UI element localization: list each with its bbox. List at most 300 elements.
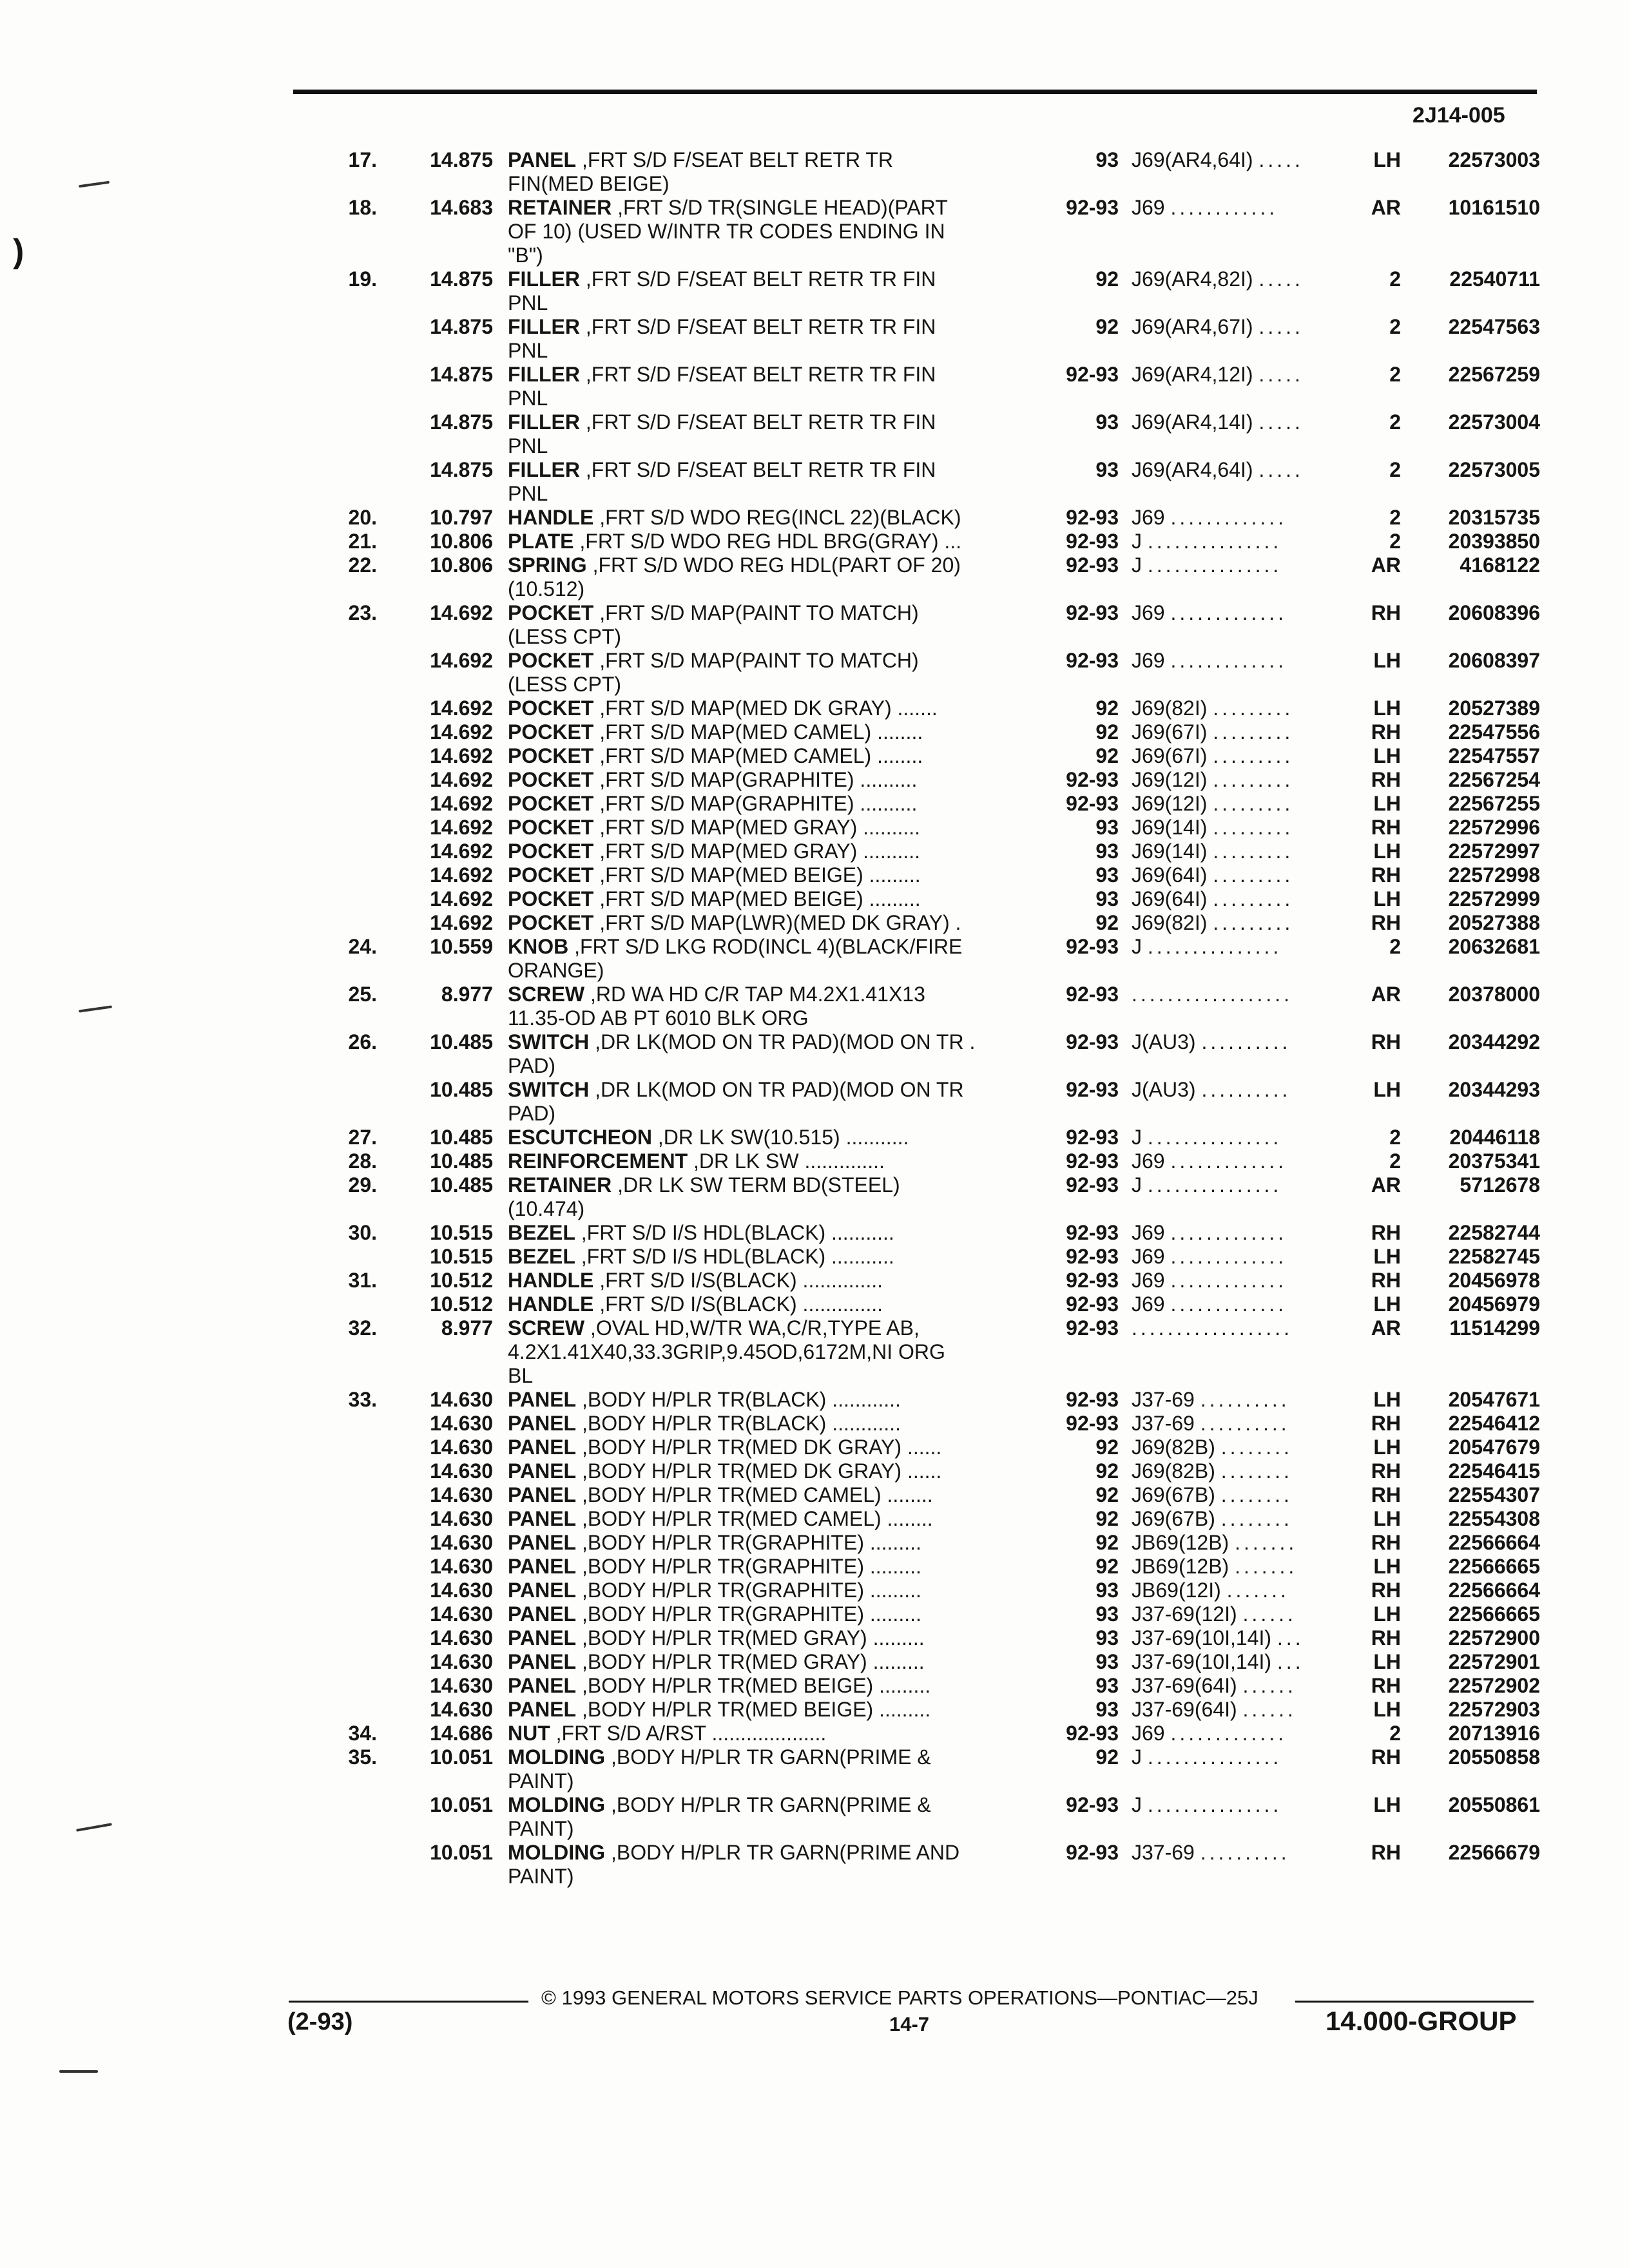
part-name: ESCUTCHEON — [508, 1126, 653, 1149]
model-years: 92-93 — [1066, 553, 1119, 577]
group-number: 10.485 — [430, 1173, 493, 1196]
part-detail-line2: PNL — [508, 291, 548, 314]
part-number: 22566665 — [1448, 1555, 1540, 1578]
quantity: RH — [1371, 768, 1401, 791]
group-number: 10.512 — [430, 1293, 493, 1316]
quantity: LH — [1373, 148, 1401, 171]
model-codes — [1132, 935, 1354, 959]
part-number: 22540711 — [1449, 267, 1540, 291]
item-number: 23. — [348, 601, 377, 624]
part-description — [508, 1722, 1036, 1745]
model-code-text: J37-69(10I,14I) — [1132, 1626, 1272, 1649]
part-description — [508, 506, 1036, 530]
part-detail-line2: (10.474) — [508, 1197, 585, 1220]
model-code-text: J37-69 — [1132, 1412, 1195, 1435]
quantity: LH — [1373, 1078, 1401, 1101]
leader-dots: ............. — [1170, 1293, 1287, 1316]
quantity: 2 — [1389, 506, 1401, 529]
part-description — [508, 315, 1036, 363]
item-number: 20. — [348, 506, 377, 529]
model-code-text: J69(64I) — [1132, 887, 1208, 910]
model-codes — [1132, 1507, 1354, 1531]
model-years: 92-93 — [1066, 601, 1119, 624]
part-row — [0, 1436, 1629, 1459]
part-row — [0, 1626, 1629, 1650]
part-name: PANEL — [508, 148, 577, 171]
quantity: RH — [1371, 1841, 1401, 1864]
item-number: 34. — [348, 1722, 377, 1745]
part-description — [508, 1531, 1036, 1555]
part-description — [508, 530, 1036, 553]
item-number: 22. — [348, 553, 377, 577]
part-description — [508, 1149, 1036, 1173]
part-row — [0, 458, 1629, 506]
group-number: 14.692 — [430, 744, 493, 767]
model-code-text: J(AU3) — [1132, 1078, 1196, 1101]
part-name: POCKET — [508, 887, 594, 910]
model-codes — [1132, 363, 1354, 387]
part-detail: ,FRT S/D F/SEAT BELT RETR TR FIN — [579, 458, 936, 481]
group-number: 14.630 — [430, 1483, 493, 1506]
model-years: 93 — [1095, 887, 1119, 910]
leader-dots: .......... — [1200, 1412, 1290, 1435]
part-detail-line2: FIN(MED BEIGE) — [508, 172, 670, 195]
part-number: 20456978 — [1448, 1269, 1540, 1292]
group-number: 14.630 — [430, 1388, 493, 1411]
part-detail-line2: ORANGE) — [508, 959, 604, 982]
model-codes — [1132, 1841, 1354, 1865]
part-detail: ,BODY H/PLR TR(GRAPHITE) ......... — [576, 1531, 921, 1554]
model-codes — [1132, 744, 1354, 768]
model-codes — [1132, 1316, 1354, 1340]
part-description — [508, 410, 1036, 458]
part-number: 22572901 — [1448, 1650, 1540, 1673]
model-years: 93 — [1095, 840, 1119, 863]
quantity: RH — [1371, 863, 1401, 887]
part-name: PANEL — [508, 1674, 577, 1697]
group-number: 14.630 — [430, 1555, 493, 1578]
leader-dots: ...... — [1242, 1602, 1296, 1626]
part-number: 22572902 — [1448, 1674, 1540, 1697]
leader-dots: ............. — [1170, 601, 1287, 624]
part-detail: ,FRT S/D MAP(GRAPHITE) .......... — [593, 792, 918, 815]
part-detail: ,BODY H/PLR TR(MED BEIGE) ......... — [576, 1674, 931, 1697]
model-code-text: J69 — [1132, 1722, 1165, 1745]
part-detail: ,FRT S/D F/SEAT BELT RETR TR FIN — [579, 363, 936, 386]
part-description — [508, 911, 1036, 935]
part-row — [0, 1173, 1629, 1221]
quantity: RH — [1371, 1269, 1401, 1292]
part-row — [0, 649, 1629, 697]
quantity: LH — [1373, 1293, 1401, 1316]
model-code-text: J69 — [1132, 1245, 1165, 1268]
part-number: 4168122 — [1460, 553, 1540, 577]
part-row — [0, 530, 1629, 553]
model-years: 92-93 — [1066, 363, 1119, 386]
part-number: 20344292 — [1448, 1030, 1540, 1053]
part-row — [0, 1793, 1629, 1841]
model-codes — [1132, 1173, 1354, 1197]
part-detail-line2: PAINT) — [508, 1817, 574, 1840]
part-name: PANEL — [508, 1579, 577, 1602]
part-number: 20527389 — [1448, 697, 1540, 720]
model-code-text: JB69(12B) — [1132, 1555, 1229, 1578]
group-number: 14.692 — [430, 816, 493, 839]
part-name: HANDLE — [508, 506, 594, 529]
model-code-text: J — [1132, 530, 1142, 553]
part-detail: ,BODY H/PLR TR(MED BEIGE) ......... — [576, 1698, 931, 1721]
group-number: 10.051 — [430, 1841, 493, 1864]
group-number: 14.692 — [430, 911, 493, 934]
quantity: 2 — [1389, 458, 1401, 481]
date-code: (2-93) — [287, 2008, 353, 2035]
model-codes — [1132, 1555, 1354, 1579]
copyright-notice: © 1993 GENERAL MOTORS SERVICE PARTS OPERATIONS—PONTIAC—25J — [541, 1986, 1258, 2009]
leader-dots: ............. — [1170, 1269, 1287, 1292]
model-codes — [1132, 768, 1354, 792]
model-years: 93 — [1095, 1626, 1119, 1649]
part-name: BEZEL — [508, 1245, 575, 1268]
part-row — [0, 267, 1629, 315]
quantity: 2 — [1389, 935, 1401, 958]
part-detail: ,BODY H/PLR TR(MED DK GRAY) ...... — [576, 1436, 942, 1459]
leader-dots: ............. — [1170, 1221, 1287, 1244]
part-detail: ,FRT S/D MAP(MED BEIGE) ......... — [593, 863, 921, 887]
quantity: LH — [1373, 649, 1401, 672]
item-number: 25. — [348, 983, 377, 1006]
model-years: 93 — [1095, 1698, 1119, 1721]
part-detail-line2: PNL — [508, 339, 548, 362]
part-number: 22566665 — [1448, 1602, 1540, 1626]
group-number: 14.630 — [430, 1650, 493, 1673]
part-name: FILLER — [508, 410, 580, 434]
part-name: PANEL — [508, 1531, 577, 1554]
model-code-text: J37-69(10I,14I) — [1132, 1650, 1272, 1673]
part-description — [508, 196, 1036, 267]
part-detail: ,FRT S/D MAP(GRAPHITE) .......... — [593, 768, 918, 791]
model-codes — [1132, 1126, 1354, 1149]
model-years: 92-93 — [1066, 983, 1119, 1006]
part-detail-line2: PAINT) — [508, 1865, 574, 1888]
item-number: 29. — [348, 1173, 377, 1196]
group-number: 10.051 — [430, 1745, 493, 1769]
model-codes — [1132, 601, 1354, 625]
model-years: 93 — [1095, 1579, 1119, 1602]
item-number: 27. — [348, 1126, 377, 1149]
model-code-text: J69(AR4,82I) — [1132, 267, 1253, 291]
part-description — [508, 792, 1036, 816]
model-code-text: J69(12I) — [1132, 792, 1208, 815]
leader-dots: ..... — [1258, 410, 1304, 434]
model-codes — [1132, 1221, 1354, 1245]
model-code-text: J — [1132, 1173, 1142, 1196]
part-row — [0, 1555, 1629, 1579]
part-number: 20632681 — [1448, 935, 1540, 958]
part-number: 22546415 — [1448, 1459, 1540, 1483]
part-number: 22572900 — [1448, 1626, 1540, 1649]
group-number: 14.875 — [430, 267, 493, 291]
quantity: LH — [1373, 1388, 1401, 1411]
model-code-text: J — [1132, 553, 1142, 577]
model-codes — [1132, 720, 1354, 744]
model-years: 92-93 — [1066, 196, 1119, 219]
model-code-text: J — [1132, 935, 1142, 958]
model-codes — [1132, 553, 1354, 577]
part-row — [0, 744, 1629, 768]
model-codes — [1132, 1650, 1354, 1674]
model-codes — [1132, 911, 1354, 935]
margin-mark — [59, 2070, 98, 2073]
leader-dots: ............... — [1147, 1745, 1282, 1769]
part-description — [508, 148, 1036, 196]
model-codes — [1132, 863, 1354, 887]
part-number: 20456979 — [1448, 1293, 1540, 1316]
part-name: PANEL — [508, 1483, 577, 1506]
part-detail: ,FRT S/D MAP(MED CAMEL) ........ — [593, 720, 923, 744]
part-detail: ,FRT S/D I/S(BLACK) .............. — [593, 1269, 883, 1292]
model-codes — [1132, 1531, 1354, 1555]
leader-dots: .......... — [1201, 1078, 1291, 1101]
margin-parenthesis-mark: ) — [13, 233, 24, 270]
quantity: RH — [1371, 720, 1401, 744]
item-number: 19. — [348, 267, 377, 291]
part-detail: ,DR LK SW(10.515) ........... — [652, 1126, 909, 1149]
part-row — [0, 1674, 1629, 1698]
part-name: PANEL — [508, 1507, 577, 1530]
group-number: 10.515 — [430, 1245, 493, 1268]
part-row — [0, 697, 1629, 720]
part-row — [0, 1388, 1629, 1412]
model-codes — [1132, 1602, 1354, 1626]
leader-dots: ............ — [1170, 196, 1278, 219]
model-codes — [1132, 1674, 1354, 1698]
part-name: POCKET — [508, 816, 594, 839]
quantity: RH — [1371, 1221, 1401, 1244]
model-code-text: J69(82I) — [1132, 911, 1208, 934]
part-description — [508, 840, 1036, 863]
part-detail: ,BODY H/PLR TR(BLACK) ............ — [576, 1412, 901, 1435]
part-name: POCKET — [508, 863, 594, 887]
part-detail: ,FRT S/D F/SEAT BELT RETR TR FIN — [579, 315, 936, 338]
quantity: AR — [1371, 1316, 1401, 1340]
model-codes — [1132, 1245, 1354, 1269]
model-codes — [1132, 1722, 1354, 1745]
part-description — [508, 887, 1036, 911]
part-description — [508, 1483, 1036, 1507]
part-row — [0, 410, 1629, 458]
leader-dots: .......... — [1201, 1030, 1291, 1053]
part-row — [0, 1602, 1629, 1626]
part-name: POCKET — [508, 720, 594, 744]
model-code-text: J69(82B) — [1132, 1436, 1215, 1459]
model-years: 92-93 — [1066, 506, 1119, 529]
leader-dots: .......... — [1200, 1841, 1290, 1864]
part-detail-line2: PAINT) — [508, 1769, 574, 1792]
group-number: 10.806 — [430, 530, 493, 553]
part-row — [0, 363, 1629, 410]
leader-dots: ......... — [1213, 816, 1294, 839]
leader-dots: ........ — [1220, 1459, 1293, 1483]
leader-dots: ............. — [1170, 1722, 1287, 1745]
part-detail-line2: 4.2X1.41X40,33.3GRIP,9.45OD,6172M,NI ORG — [508, 1340, 945, 1363]
model-years: 92 — [1095, 744, 1119, 767]
part-name: PLATE — [508, 530, 574, 553]
model-codes — [1132, 1293, 1354, 1316]
item-number: 24. — [348, 935, 377, 958]
model-codes — [1132, 148, 1354, 172]
leader-dots: ............. — [1170, 1245, 1287, 1268]
item-number: 17. — [348, 148, 377, 171]
group-number: 10.797 — [430, 506, 493, 529]
model-codes — [1132, 1698, 1354, 1722]
quantity: RH — [1371, 1483, 1401, 1506]
part-name: PANEL — [508, 1436, 577, 1459]
part-number: 22573004 — [1448, 410, 1540, 434]
group-number: 10.485 — [430, 1149, 493, 1173]
leader-dots: .................. — [1132, 1316, 1293, 1340]
item-number: 28. — [348, 1149, 377, 1173]
model-codes — [1132, 458, 1354, 482]
quantity: AR — [1371, 1173, 1401, 1196]
part-row — [0, 1030, 1629, 1078]
part-number: 22566679 — [1448, 1841, 1540, 1864]
model-years: 92-93 — [1066, 1793, 1119, 1816]
model-code-text: J69 — [1132, 1269, 1165, 1292]
model-years: 92 — [1095, 1555, 1119, 1578]
part-row — [0, 1126, 1629, 1149]
part-row — [0, 1579, 1629, 1602]
part-description — [508, 601, 1036, 649]
quantity: LH — [1373, 744, 1401, 767]
part-name: PANEL — [508, 1602, 577, 1626]
model-years: 92-93 — [1066, 935, 1119, 958]
quantity: LH — [1373, 1698, 1401, 1721]
quantity: 2 — [1389, 1126, 1401, 1149]
part-detail-line2: OF 10) (USED W/INTR TR CODES ENDING IN — [508, 220, 945, 243]
page-number: 14-7 — [889, 2013, 930, 2035]
part-description — [508, 1030, 1036, 1078]
part-description — [508, 768, 1036, 792]
part-row — [0, 983, 1629, 1030]
quantity: 2 — [1389, 530, 1401, 553]
part-number: 20375341 — [1448, 1149, 1540, 1173]
group-number: 14.692 — [430, 601, 493, 624]
group-number: 14.630 — [430, 1507, 493, 1530]
part-description — [508, 1626, 1036, 1650]
part-detail: ,BODY H/PLR TR(GRAPHITE) ......... — [576, 1579, 921, 1602]
part-name: PANEL — [508, 1388, 577, 1411]
part-row — [0, 1483, 1629, 1507]
leader-dots: ... — [1277, 1650, 1304, 1673]
model-years: 93 — [1095, 863, 1119, 887]
part-number: 22572999 — [1448, 887, 1540, 910]
model-years: 92-93 — [1066, 768, 1119, 791]
model-code-text: J69(67B) — [1132, 1507, 1215, 1530]
part-row — [0, 1459, 1629, 1483]
leader-dots: ......... — [1213, 887, 1294, 910]
part-description — [508, 1579, 1036, 1602]
page-id: 2J14-005 — [1412, 103, 1505, 128]
part-name: POCKET — [508, 744, 594, 767]
part-row — [0, 720, 1629, 744]
quantity: LH — [1373, 1602, 1401, 1626]
group-number: 10.051 — [430, 1793, 493, 1816]
group-number: 14.692 — [430, 887, 493, 910]
part-detail: ,FRT S/D I/S HDL(BLACK) ........... — [575, 1221, 894, 1244]
part-row — [0, 315, 1629, 363]
quantity: RH — [1371, 1579, 1401, 1602]
leader-dots: ......... — [1213, 768, 1294, 791]
part-name: PANEL — [508, 1626, 577, 1649]
group-number: 10.515 — [430, 1221, 493, 1244]
part-description — [508, 363, 1036, 410]
model-years: 92-93 — [1066, 792, 1119, 815]
part-detail: ,FRT S/D MAP(MED GRAY) .......... — [593, 816, 921, 839]
item-number: 33. — [348, 1388, 377, 1411]
model-codes — [1132, 1459, 1354, 1483]
part-detail: ,DR LK SW .............. — [688, 1149, 885, 1173]
part-description — [508, 983, 1036, 1030]
part-row — [0, 553, 1629, 601]
part-number: 20344293 — [1448, 1078, 1540, 1101]
model-code-text: J69(14I) — [1132, 816, 1208, 839]
part-row — [0, 1269, 1629, 1293]
model-code-text: J — [1132, 1745, 1142, 1769]
model-years: 92 — [1095, 1483, 1119, 1506]
part-description — [508, 1650, 1036, 1674]
quantity: LH — [1373, 1436, 1401, 1459]
leader-dots: ........ — [1220, 1507, 1293, 1530]
leader-dots: ............. — [1170, 506, 1287, 529]
model-code-text: J37-69 — [1132, 1841, 1195, 1864]
part-number: 20393850 — [1448, 530, 1540, 553]
model-code-text: J69 — [1132, 1221, 1165, 1244]
model-years: 92-93 — [1066, 1173, 1119, 1196]
part-row — [0, 911, 1629, 935]
group-number: 14.630 — [430, 1436, 493, 1459]
footer-rule-left — [289, 2001, 528, 2003]
model-code-text: JB69(12B) — [1132, 1531, 1229, 1554]
group-number: 14.630 — [430, 1626, 493, 1649]
model-years: 92 — [1095, 1436, 1119, 1459]
part-description — [508, 1388, 1036, 1412]
model-years: 92-93 — [1066, 1316, 1119, 1340]
part-number: 22546412 — [1448, 1412, 1540, 1435]
group-number: 14.630 — [430, 1698, 493, 1721]
model-code-text: J37-69 — [1132, 1388, 1195, 1411]
part-name: POCKET — [508, 792, 594, 815]
part-detail: ,FRT S/D F/SEAT BELT RETR TR FIN — [579, 410, 936, 434]
model-years: 93 — [1095, 816, 1119, 839]
part-detail: ,FRT S/D MAP(PAINT TO MATCH) — [593, 649, 919, 672]
group-number: 14.875 — [430, 148, 493, 171]
quantity: RH — [1371, 1459, 1401, 1483]
model-years: 92 — [1095, 911, 1119, 934]
part-description — [508, 697, 1036, 720]
part-description — [508, 1555, 1036, 1579]
model-codes — [1132, 887, 1354, 911]
model-years: 92-93 — [1066, 1841, 1119, 1864]
part-description — [508, 267, 1036, 315]
model-codes — [1132, 697, 1354, 720]
model-codes — [1132, 816, 1354, 840]
quantity: LH — [1373, 697, 1401, 720]
part-detail: ,BODY H/PLR TR(MED CAMEL) ........ — [576, 1483, 933, 1506]
quantity: LH — [1373, 792, 1401, 815]
part-detail: ,FRT S/D I/S(BLACK) .............. — [593, 1293, 883, 1316]
model-codes — [1132, 792, 1354, 816]
part-name: MOLDING — [508, 1745, 606, 1769]
